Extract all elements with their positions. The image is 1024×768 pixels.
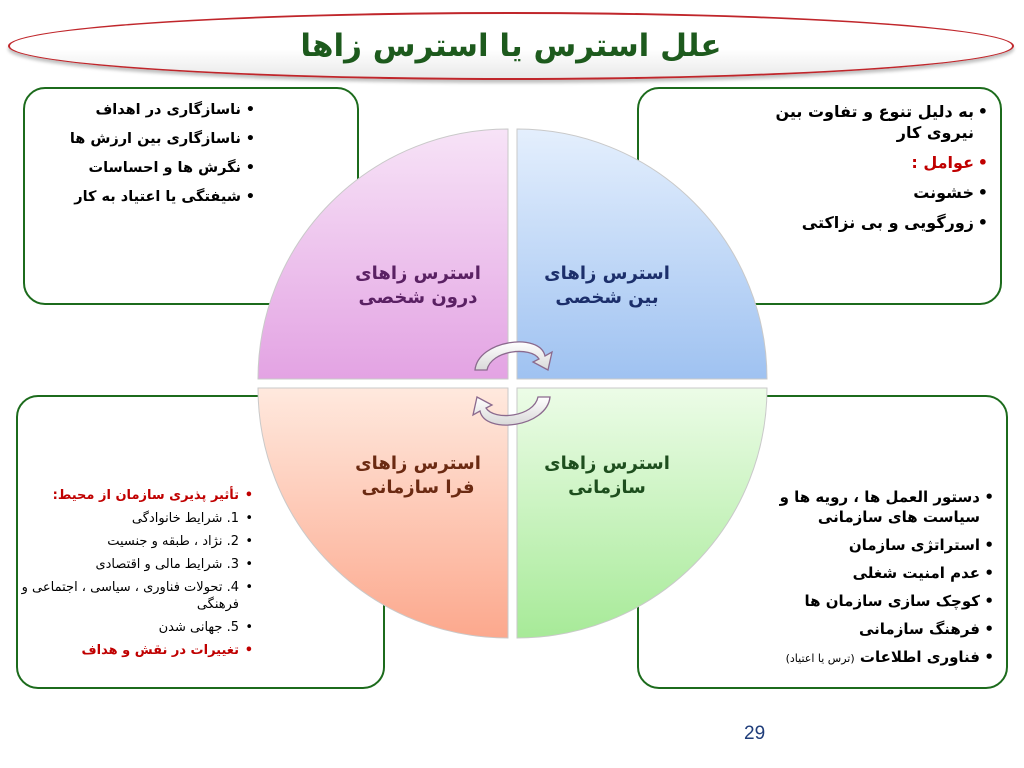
quadrant-interpersonal xyxy=(517,129,767,379)
list-item: • فرهنگ سازمانی xyxy=(749,619,994,639)
list-item: • 3. شرایط مالی و اقتصادی xyxy=(21,556,253,573)
list-item: • عوامل : xyxy=(758,152,988,173)
list-item: • تغییرات در نقش و هداف xyxy=(21,642,253,659)
list-item-note: (ترس یا اعتیاد) xyxy=(785,652,855,665)
list-item: • استراتژی سازمان xyxy=(749,535,994,555)
list-item: • 1. شرایط خانوادگی xyxy=(21,510,253,527)
list-item: • دستور العمل ها ، رویه ها و سیاست های سازمانی xyxy=(749,487,994,527)
quadrant-label-line: فرا سازمانی xyxy=(361,477,475,498)
list-item: • تأثیر پذیری سازمان از محیط: xyxy=(21,487,253,504)
list-item: • زورگویی و بی نزاکتی xyxy=(758,212,988,233)
quadrant-label-line: استرس زاهای xyxy=(544,263,670,284)
list-item: • کوچک سازی سازمان ها xyxy=(749,591,994,611)
quadrant-label-line: استرس زاهای xyxy=(355,453,481,474)
quadrant-extra-organizational xyxy=(258,388,508,638)
list-item: • عدم امنیت شغلی xyxy=(749,563,994,583)
quadrant-label-line: بین شخصی xyxy=(555,287,659,308)
page-number: 29 xyxy=(744,723,766,744)
quadrant-intrapersonal xyxy=(258,129,508,379)
list-item: • ناسازگاری در اهداف xyxy=(30,100,255,120)
quadrant-label-line: سازمانی xyxy=(568,477,646,498)
quadrant-label-line: استرس زاهای xyxy=(355,263,481,284)
list-item: • خشونت xyxy=(758,182,988,203)
quadrant-label-intrapersonal xyxy=(343,262,493,310)
page-title: علل استرس یا استرس زاها xyxy=(300,28,722,64)
list-item: • 4. تحولات فناوری ، سیاسی ، اجتماعی و فرهنگی xyxy=(21,579,253,613)
list-item: • به دلیل تنوع و تفاوت بین نیروی کار xyxy=(758,101,988,143)
list-item-text: فناوری اطلاعات xyxy=(859,648,980,666)
quadrant-label-line: استرس زاهای xyxy=(544,453,670,474)
list-item: • نگرش ها و احساسات xyxy=(30,158,255,178)
list-item: • 2. نژاد ، طبقه و جنسیت xyxy=(21,533,253,550)
list-item: • ناسازگاری بین ارزش ها xyxy=(30,129,255,149)
quadrant-organizational xyxy=(517,388,767,638)
quadrant-label-organizational xyxy=(532,452,682,500)
quadrant-label-line: درون شخصی xyxy=(358,287,478,308)
list-item: • 5. جهانی شدن xyxy=(21,619,253,636)
quadrant-label-extra-organizational xyxy=(343,452,493,500)
list-item: • شیفتگی یا اعتیاد به کار xyxy=(30,187,255,207)
quadrant-label-interpersonal xyxy=(532,262,682,310)
